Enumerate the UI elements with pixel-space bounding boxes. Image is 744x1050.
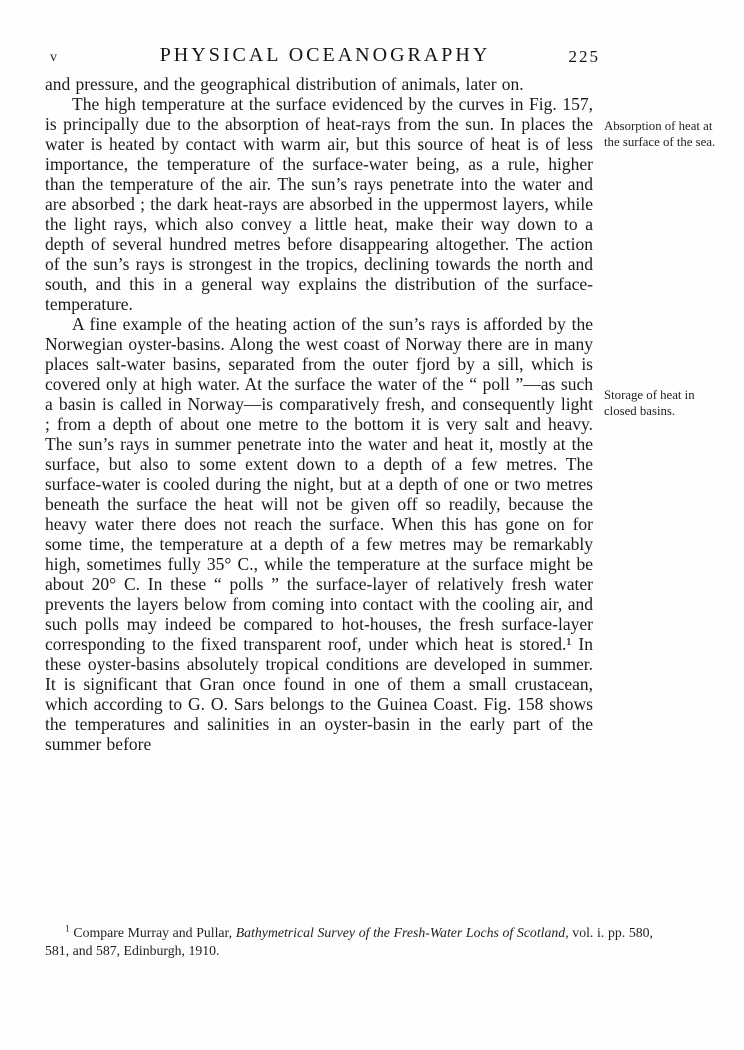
running-head (0, 44, 744, 70)
margin-note-storage: Storage of heat in closed basins. (604, 388, 695, 418)
footnote-book-title: Bathymetrical Survey of the Fresh-Water Lochs of Scotland, (235, 925, 569, 940)
page-title: PHYSICAL OCEANOGRAPHY (159, 44, 491, 66)
paragraph-absorption-of-heat: The high temperature at the surface evidenced by the curves in Fig. 157, is principally due to the absorption of heat-rays from the sun. In places the water is heated by contact with warm air, but this source of heat is of less importance, the temperature of the surface-water being, as a rule, higher than the temperature of the air. The sun’s rays penetrate into the water and are absorbed ; the dark heat-rays are absorbed in the uppermost layers, while the light rays, which also convey a little heat, make their way down to a depth of several hundred metres before disappearing altogether. The action of the sun’s rays is strongest in the tropics, declining towards the north and south, and this in a general way explains the distribution of the surface-temperature. (45, 94, 593, 314)
margin-note-absorption: Absorption of heat at the surface of the sea. (604, 119, 716, 149)
paragraph-oyster-basins: A fine example of the heating action of the sun’s rays is afforded by the Norwegian oyster-basins. Along the west coast of Norway there are in many places salt-water basins, separated from the outer fjord by a sill, which is covered only at high water. At the surface the water of the “ poll ”—as such a basin is called in Norway—is comparatively fresh, and consequently light ; from a depth of about one metre to the bottom it is very salt and heavy. The sun’s rays in summer penetrate into the water and heat it, mostly at the surface, but also to some extent down to a depth of a few metres. The surface-water is cooled during the night, but at a depth of one or two metres beneath the surface the heat will not be given off so readily, because the heavy water there does not reach the surface. When this has gone on for some time, the temperature at a depth of a few metres may be remarkably high, sometimes fully 35° C., while the temperature at the surface might be about 20° C. In these “ polls ” the surface-layer of relatively fresh water prevents the layers below from coming into contact with the cooling air, and such polls may indeed be compared to hot-houses, the fresh surface-layer corresponding to the fixed transparent roof, under which heat is stored.¹ In these oyster-basins absolutely tropical conditions are developed in summer. It is significant that Gran once found in one of them a small crustacean, which according to G. O. Sars belongs to the Guinea Coast. Fig. 158 shows the temperatures and salinities in an oyster-basin in the early part of the summer before (45, 314, 593, 754)
footnote-text-before: Compare Murray and Pullar, (69, 925, 236, 940)
footnote-text-after: vol. i. pp. 580, 581, and 587, Edinburgh, 1910. (45, 925, 653, 958)
body-text-column (45, 74, 593, 754)
footnote (45, 924, 653, 960)
signature-mark: v (50, 50, 57, 65)
paragraph-continuation: and pressure, and the geographical distribution of animals, later on. (45, 74, 524, 94)
footnote-marker: 1 (65, 924, 70, 935)
page-number: 225 (568, 47, 600, 66)
